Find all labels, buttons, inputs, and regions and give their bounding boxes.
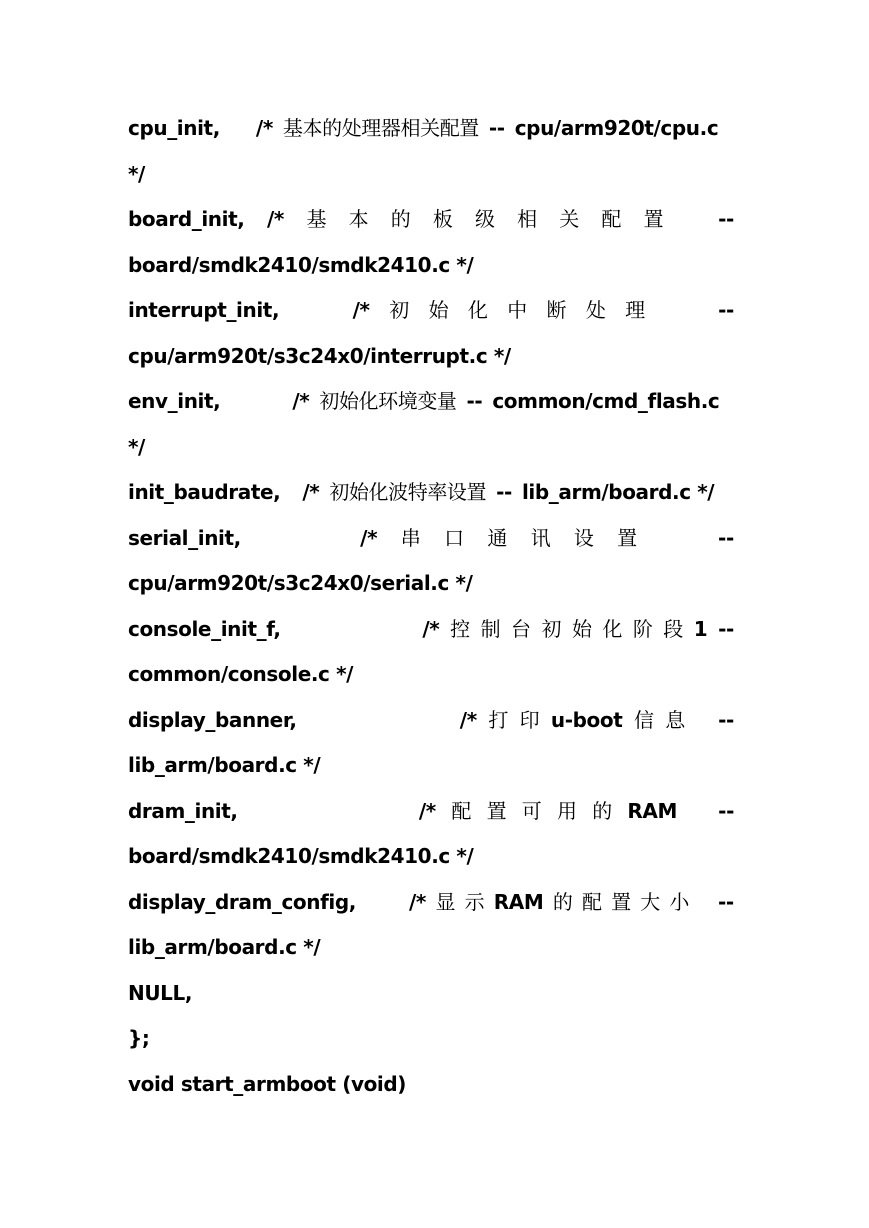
code-line: [128, 1066, 734, 1112]
comment-char: 置: [611, 889, 631, 914]
comment-char: 本: [348, 207, 369, 231]
comment-char: 打: [488, 707, 508, 732]
comment-char: RAM: [627, 798, 677, 823]
comment-char: 用: [556, 798, 577, 823]
comment-open: /*: [266, 207, 284, 231]
comment-char: 制: [480, 616, 501, 641]
comment-char: 印: [519, 707, 540, 732]
comment-open: /*: [459, 707, 477, 732]
comment-char: 关: [559, 207, 579, 231]
comment-char: 信: [633, 707, 654, 732]
function-name: display_dram_config,: [128, 889, 356, 914]
continuation-text: void start_armboot (void): [128, 1071, 407, 1096]
comment-char: 示: [464, 889, 485, 914]
comment-open: /*: [352, 298, 370, 322]
comment-char: 置: [486, 798, 507, 823]
comment-char: 台: [511, 616, 531, 641]
comment-separator: --: [718, 798, 734, 823]
continuation-text: NULL,: [128, 980, 193, 1005]
comment-char: 始: [571, 616, 592, 641]
code-line: [128, 1020, 734, 1066]
code-line: [128, 429, 734, 475]
code-line: [128, 110, 734, 156]
code-line: [128, 156, 734, 202]
comment-separator: --: [718, 525, 734, 550]
code-line: [128, 520, 734, 566]
comment-separator: --: [718, 889, 734, 914]
continuation-text: lib_arm/board.c */: [128, 935, 321, 959]
comment-separator: --: [718, 207, 734, 231]
comment-char: 基: [306, 207, 327, 231]
comment-char: 大: [640, 889, 660, 914]
continuation-text: };: [128, 1026, 150, 1050]
comment-char: 小: [669, 889, 689, 914]
comment-char: 串: [400, 525, 421, 550]
comment-open: /*: [360, 525, 378, 550]
comment-char: 设: [573, 525, 594, 550]
comment-char: 置: [643, 207, 664, 231]
code-line: [128, 247, 734, 293]
comment-char: 显: [435, 889, 456, 914]
comment-description: 初始化环境变量: [319, 389, 457, 413]
comment-char: 置: [617, 525, 637, 550]
comment-separator: --: [718, 616, 734, 641]
code-line: [128, 201, 734, 247]
comment-char: 断: [546, 298, 567, 322]
comment-separator: --: [488, 116, 505, 140]
comment-separator: --: [718, 298, 734, 322]
comment-open: /*: [255, 116, 273, 140]
code-line: [128, 383, 734, 429]
comment-open: /*: [418, 798, 436, 823]
code-line: [128, 656, 734, 702]
comment-separator: --: [496, 480, 512, 504]
code-line: [128, 884, 734, 930]
function-name: console_init_f,: [128, 616, 281, 641]
comment-char: 1: [693, 616, 708, 641]
code-line: [128, 702, 734, 748]
comment-char: 化: [467, 298, 488, 322]
comment-open: /*: [292, 389, 310, 413]
code-line: [128, 474, 734, 520]
function-name: dram_init,: [128, 798, 238, 823]
code-line: [128, 292, 734, 338]
comment-char: 化: [602, 616, 622, 641]
code-line: [128, 338, 734, 384]
comment-char: 段: [663, 616, 683, 641]
continuation-text: common/console.c */: [128, 662, 354, 686]
comment-char: 配: [451, 798, 471, 823]
function-name: display_banner,: [128, 707, 297, 732]
function-name: interrupt_init,: [128, 298, 280, 322]
comment-char: 的: [592, 798, 612, 823]
function-name: cpu_init,: [128, 116, 220, 140]
comment-char: 级: [474, 207, 495, 231]
continuation-text: cpu/arm920t/s3c24x0/interrupt.c */: [128, 343, 511, 368]
continuation-text: */: [128, 434, 145, 459]
comment-open: /*: [422, 616, 440, 641]
comment-description: 初始化波特率设置: [329, 480, 487, 504]
comment-char: 处: [585, 298, 606, 322]
comment-separator: --: [718, 707, 734, 732]
continuation-text: board/smdk2410/smdk2410.c */: [128, 844, 474, 868]
code-line: [128, 929, 734, 975]
comment-char: RAM: [493, 889, 544, 914]
code-line: [128, 838, 734, 884]
continuation-text: */: [128, 161, 145, 186]
source-path: cpu/arm920t/cpu.c: [514, 116, 719, 140]
comment-char: 始: [428, 298, 449, 322]
comment-description: 基本的处理器相关配置: [282, 116, 479, 140]
comment-char: 的: [390, 207, 411, 231]
comment-char: 通: [487, 525, 507, 550]
comment-char: 相: [517, 207, 537, 231]
comment-char: 息: [665, 707, 685, 732]
source-path: lib_arm/board.c */: [521, 480, 715, 504]
function-name: init_baudrate,: [128, 480, 281, 504]
comment-char: 初: [541, 616, 562, 641]
code-line: [128, 747, 734, 793]
comment-char: 初: [389, 298, 409, 322]
comment-open: /*: [409, 889, 426, 914]
function-name: board_init,: [128, 207, 245, 231]
continuation-text: lib_arm/board.c */: [128, 753, 321, 777]
function-name: serial_init,: [128, 525, 241, 550]
code-listing: [128, 110, 734, 1111]
comment-char: 口: [444, 525, 464, 550]
continuation-text: board/smdk2410/smdk2410.c */: [128, 252, 474, 277]
comment-char: 阶: [632, 616, 653, 641]
comment-char: 配: [601, 207, 621, 231]
comment-char: 的: [552, 889, 573, 914]
code-line: [128, 565, 734, 611]
comment-char: 板: [432, 207, 453, 231]
code-line: [128, 793, 734, 839]
comment-char: 可: [521, 798, 542, 823]
comment-char: 控: [450, 616, 470, 641]
comment-char: 讯: [530, 525, 551, 550]
comment-char: 配: [582, 889, 602, 914]
continuation-text: cpu/arm920t/s3c24x0/serial.c */: [128, 571, 473, 595]
code-line: [128, 611, 734, 657]
comment-char: u-boot: [550, 707, 623, 732]
source-path: common/cmd_flash.c: [492, 389, 720, 413]
function-name: env_init,: [128, 389, 221, 413]
comment-char: 理: [625, 298, 645, 322]
comment-open: /*: [302, 480, 320, 504]
comment-char: 中: [507, 298, 527, 322]
code-line: [128, 975, 734, 1021]
comment-separator: --: [466, 389, 483, 413]
